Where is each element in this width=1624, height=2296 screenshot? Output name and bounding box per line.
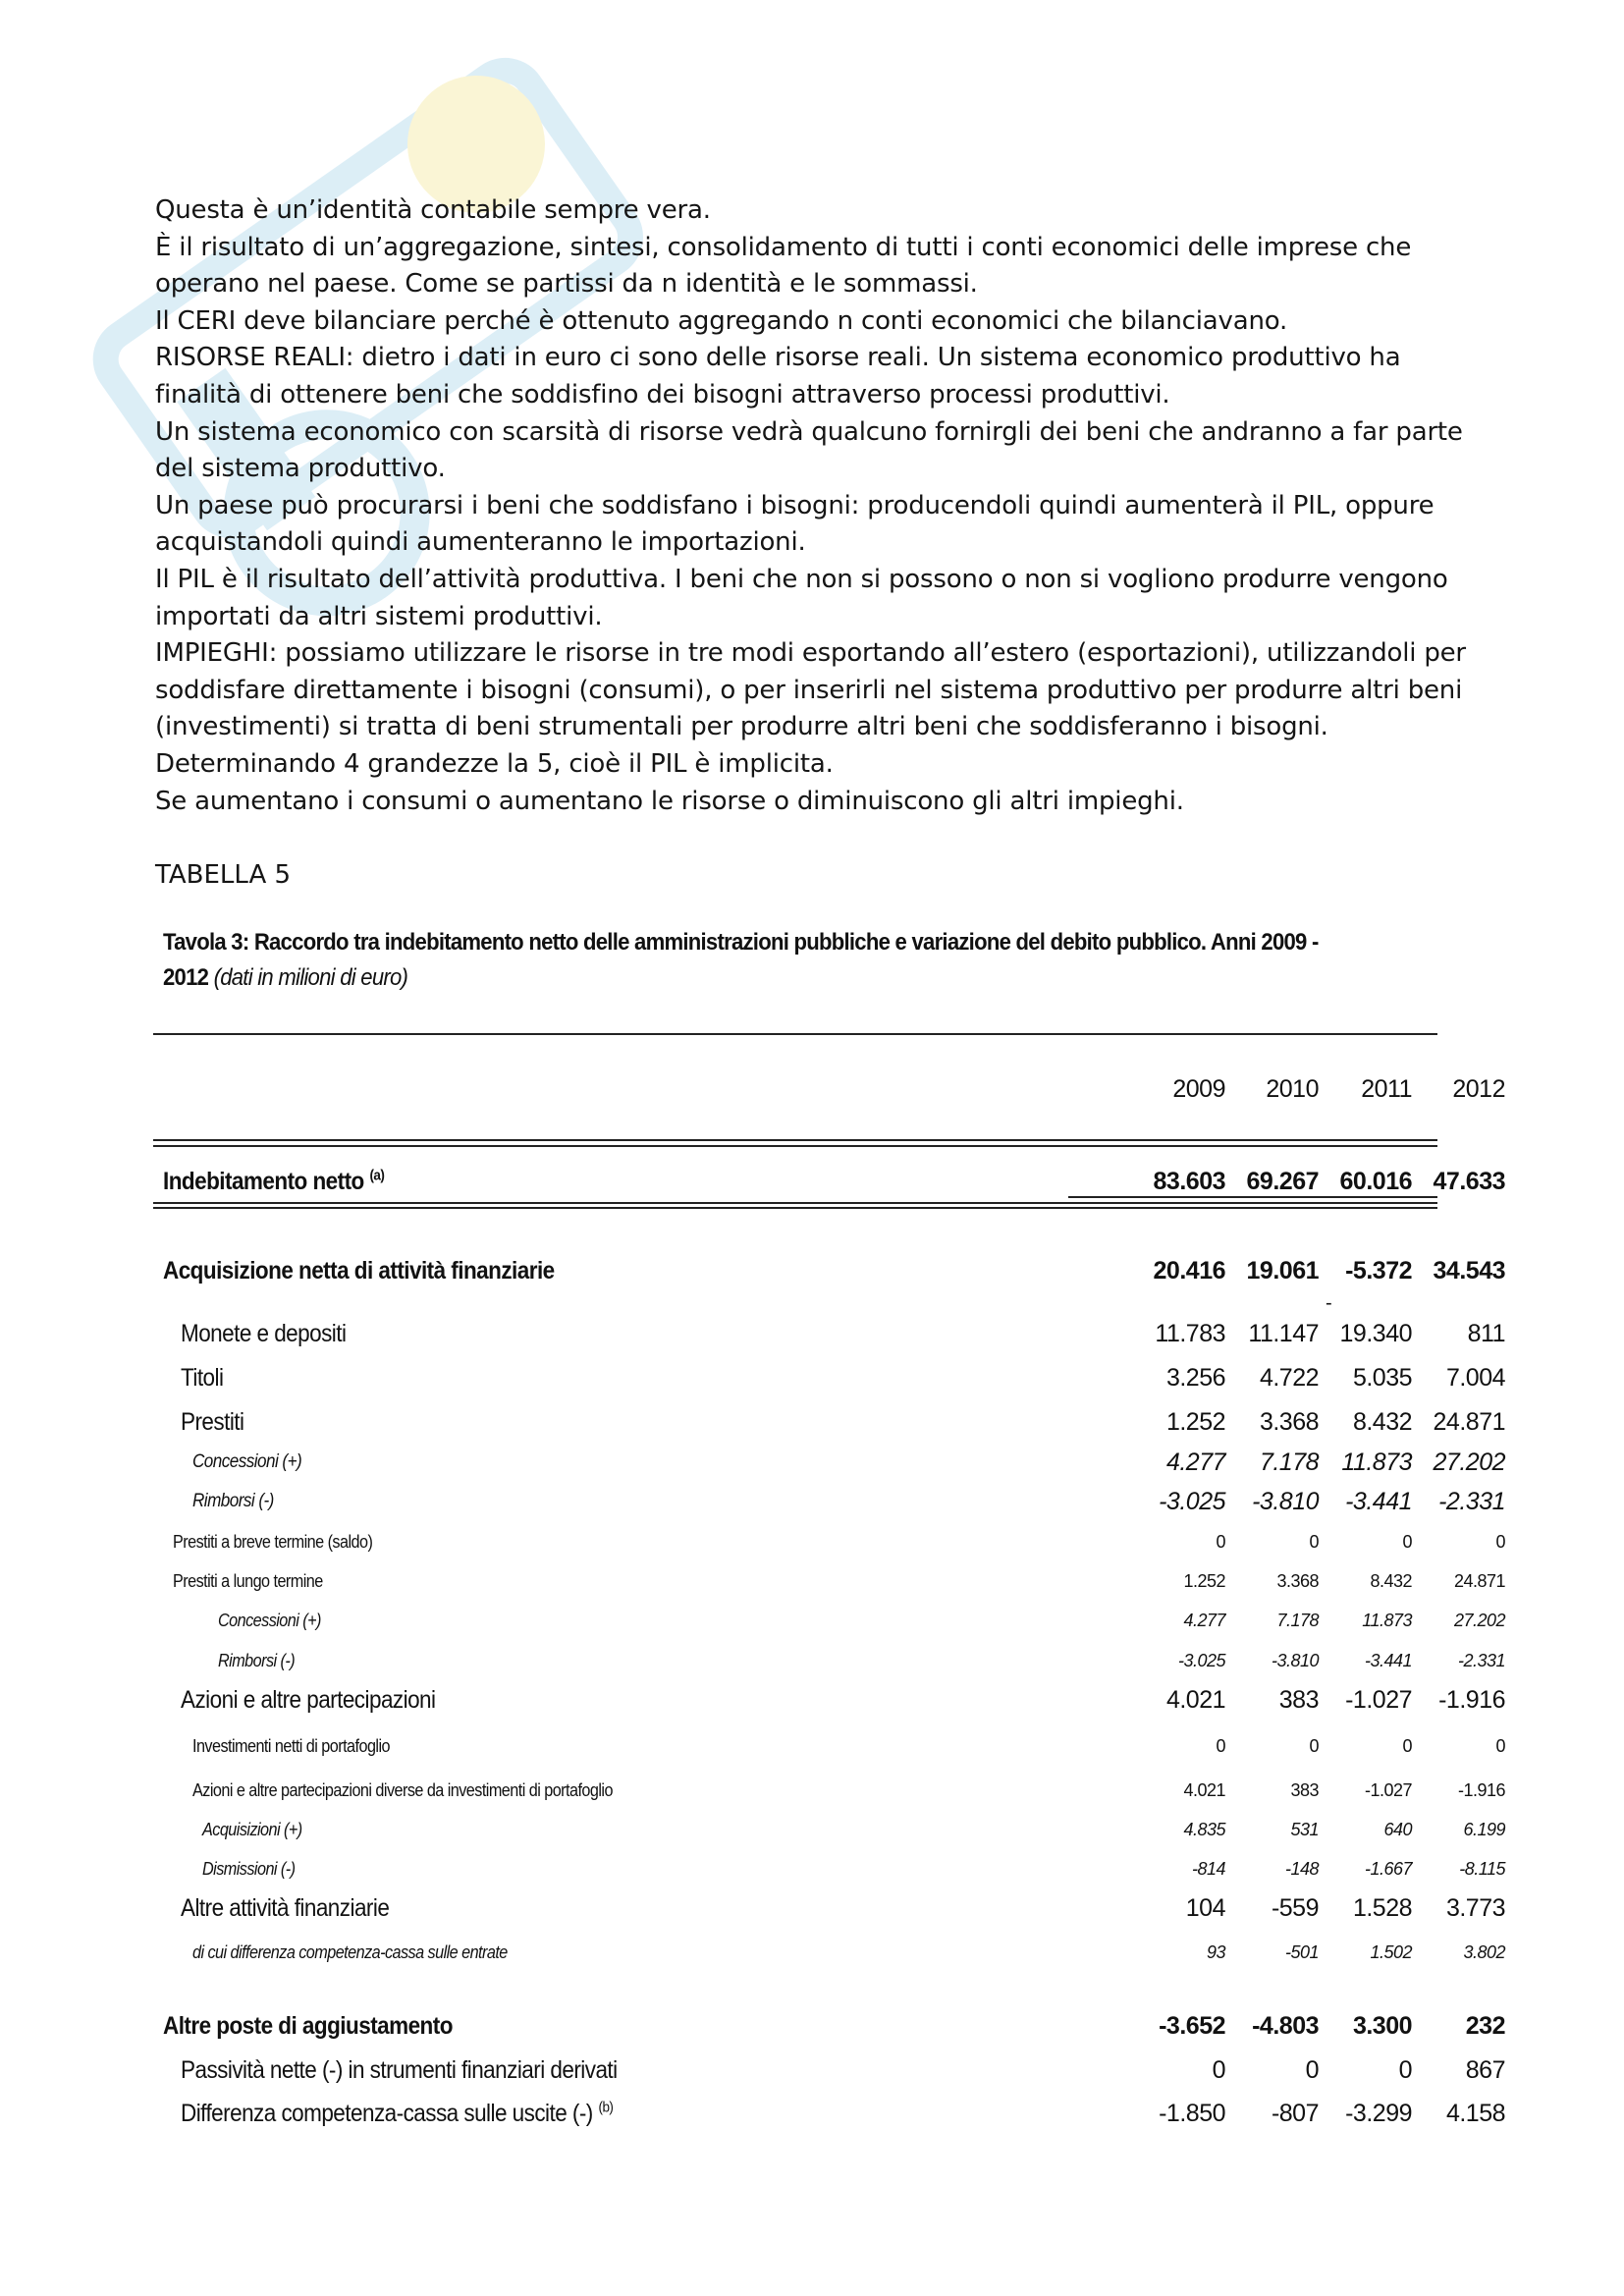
table-section-label: TABELLA 5	[155, 860, 292, 890]
year-header: 2010	[1266, 1075, 1319, 1103]
cell: 11.147	[1248, 1320, 1319, 1347]
cell: -3.025	[1177, 1651, 1225, 1670]
row-label: Acquisizioni (+)	[202, 1820, 302, 1839]
footnote-mark: (b)	[598, 2099, 614, 2116]
cell: -1.027	[1345, 1686, 1412, 1714]
cell: 1.502	[1370, 1942, 1412, 1962]
cell: -3.441	[1345, 1488, 1412, 1515]
cell: 83.603	[1153, 1168, 1225, 1195]
year-header: 2009	[1172, 1075, 1225, 1103]
cell-underline	[1068, 1196, 1437, 1198]
cell: 4.277	[1165, 1449, 1225, 1476]
row-label: Prestiti a breve termine (saldo)	[173, 1532, 373, 1552]
cell: 0	[1305, 2056, 1319, 2084]
row-label: Azioni e altre partecipazioni	[181, 1686, 436, 1714]
cell: 3.368	[1259, 1408, 1319, 1436]
cell: -1.027	[1364, 1780, 1412, 1800]
table-row	[153, 2097, 1505, 2130]
paragraph: È il risultato di un’aggregazione, sintesi, consolidamento di tutti i conti economici delle imprese che operano nel paese. Come se partissi da n identità e le sommassi.	[155, 232, 1412, 300]
table-row	[153, 1317, 1505, 1350]
cell: -5.372	[1345, 1257, 1412, 1285]
cell: 4.021	[1165, 1686, 1225, 1714]
cell: 0	[1495, 1532, 1505, 1552]
cell: 531	[1290, 1820, 1319, 1839]
cell: -3.299	[1345, 2100, 1412, 2127]
table-row	[153, 1683, 1505, 1717]
row-label-text: Differenza competenza-cassa sulle uscite (-)	[181, 2100, 593, 2127]
cell: 0	[1402, 1532, 1412, 1552]
table-row	[153, 1254, 1505, 1287]
table-header-rule-2	[153, 1145, 1437, 1147]
table-caption	[163, 925, 1337, 996]
cell: 383	[1278, 1686, 1319, 1714]
year-header: 2012	[1452, 1075, 1505, 1103]
table-row	[153, 1604, 1505, 1637]
cell: -4.803	[1252, 2012, 1319, 2040]
row-label: Rimborsi (-)	[218, 1651, 296, 1670]
cell: 1.528	[1352, 1894, 1412, 1922]
cell: 6.199	[1463, 1820, 1505, 1839]
row-label: Prestiti	[181, 1408, 244, 1436]
paragraph: Il CERI deve bilanciare perché è ottenuto aggregando n conti economici che bilanciavano.	[155, 305, 1288, 336]
cell: -3.441	[1364, 1651, 1412, 1670]
cell: 34.543	[1433, 1257, 1505, 1285]
table-header-row	[153, 1072, 1505, 1106]
cell: 0	[1309, 1532, 1319, 1552]
table-row	[153, 1485, 1505, 1518]
paragraph: RISORSE REALI: dietro i dati in euro ci sono delle risorse reali. Un sistema economico produttivo ha finalità di ottenere beni che soddisfino dei bisogni attraverso processi produttivi.	[155, 343, 1401, 410]
table-row	[153, 1405, 1505, 1439]
cell: 0	[1398, 2056, 1412, 2084]
cell: 0	[1309, 1736, 1319, 1756]
cell: 24.871	[1433, 1408, 1505, 1436]
cell: 4.158	[1445, 2100, 1505, 2127]
cell: 3.802	[1463, 1942, 1505, 1962]
cell: 4.722	[1259, 1364, 1319, 1392]
table-row	[153, 1525, 1505, 1558]
paragraph: IMPIEGHI: possiamo utilizzare le risorse in tre modi esportando all’estero (esportazioni), utilizzandoli per soddisfare direttamente i bisogni (consumi), o per inserirli nel sistema produttivo per produrre altri beni (investimenti) si tratta di beni strumentali per produrre altri beni che soddisferanno i bisogni.	[155, 638, 1466, 742]
body-text	[155, 192, 1490, 820]
paragraph: Questa è un’identità contabile sempre vera.	[155, 195, 711, 225]
cell: -3.025	[1159, 1488, 1225, 1515]
table-row	[153, 1361, 1505, 1394]
paragraph: Se aumentano i consumi o aumentano le risorse o diminuiscono gli altri impieghi.	[155, 786, 1184, 816]
table-section-rule-2	[153, 1207, 1437, 1209]
table-row	[153, 1165, 1505, 1198]
row-label: Passività nette (-) in strumenti finanziari derivati	[181, 2056, 618, 2084]
cell: 3.256	[1165, 1364, 1225, 1392]
table-row	[153, 1813, 1505, 1846]
cell: -1.916	[1438, 1686, 1505, 1714]
cell: -1.850	[1159, 2100, 1225, 2127]
caption-italic: (dati in milioni di euro)	[213, 964, 408, 991]
row-label: Concessioni (+)	[192, 1451, 302, 1472]
row-label-text: Indebitamento netto	[163, 1168, 364, 1195]
table-row	[153, 1729, 1505, 1763]
cell: 7.004	[1445, 1364, 1505, 1392]
cell: 4.277	[1183, 1611, 1225, 1630]
paragraph: Un paese può procurarsi i beni che soddisfano i bisogni: producendoli quindi aumenterà il PIL, oppure acquistandoli quindi aumenteranno le importazioni.	[155, 490, 1435, 558]
cell: 8.432	[1352, 1408, 1412, 1436]
cell: -3.810	[1271, 1651, 1319, 1670]
row-label: Investimenti netti di portafoglio	[192, 1736, 391, 1756]
table-row	[153, 1644, 1505, 1677]
cell: -814	[1191, 1859, 1225, 1879]
table-row	[153, 2053, 1505, 2087]
cell: 19.340	[1339, 1320, 1412, 1347]
cell: -807	[1271, 2100, 1319, 2127]
cell: 232	[1465, 2012, 1505, 2040]
cell: 27.202	[1433, 1449, 1505, 1476]
cell: -559	[1271, 1894, 1319, 1922]
paragraph: Determinando 4 grandezze la 5, cioè il PIL è implicita.	[155, 748, 834, 779]
row-label: Acquisizione netta di attività finanziarie	[163, 1257, 555, 1285]
cell: 11.873	[1341, 1449, 1412, 1476]
cell: 811	[1467, 1320, 1505, 1347]
table-row	[153, 1446, 1505, 1479]
row-label	[163, 1165, 384, 1198]
cell: 383	[1290, 1780, 1319, 1800]
cell: -1.916	[1457, 1780, 1505, 1800]
cell: 24.871	[1453, 1571, 1505, 1591]
row-label: Rimborsi (-)	[192, 1491, 274, 1511]
cell: 3.773	[1445, 1894, 1505, 1922]
row-label: Altre attività finanziarie	[181, 1894, 390, 1922]
table-section-rule	[153, 1202, 1437, 1204]
cell: -3.652	[1159, 2012, 1225, 2040]
footnote-mark: (a)	[369, 1167, 385, 1184]
cell: 93	[1206, 1942, 1225, 1962]
row-label	[181, 2097, 613, 2130]
table-row	[153, 1936, 1505, 1969]
paragraph: Il PIL è il risultato dell’attività produttiva. I beni che non si possono o non si vogliono produrre vengono importati da altri sistemi produttivi.	[155, 564, 1448, 631]
row-label: Prestiti a lungo termine	[173, 1571, 323, 1591]
cell: 0	[1495, 1736, 1505, 1756]
table-row	[153, 1564, 1505, 1598]
cell: 60.016	[1339, 1168, 1412, 1195]
table-row	[153, 1891, 1505, 1925]
cell: 8.432	[1370, 1571, 1412, 1591]
cell: -1.667	[1364, 1859, 1412, 1879]
table-row	[153, 1774, 1505, 1807]
cell: 0	[1212, 2056, 1225, 2084]
row-label: Monete e depositi	[181, 1320, 347, 1347]
table-header-rule	[153, 1139, 1437, 1141]
cell: -148	[1284, 1859, 1319, 1879]
row-label: di cui differenza competenza-cassa sulle entrate	[192, 1942, 508, 1962]
cell: -2.331	[1438, 1488, 1505, 1515]
cell: 0	[1216, 1532, 1225, 1552]
cell: -2.331	[1457, 1651, 1505, 1670]
cell: 640	[1383, 1820, 1412, 1839]
cell: 11.873	[1362, 1611, 1412, 1630]
cell: -501	[1284, 1942, 1319, 1962]
cell: 69.267	[1246, 1168, 1319, 1195]
cell: 47.633	[1433, 1168, 1505, 1195]
cell: -3.810	[1252, 1488, 1319, 1515]
row-label: Altre poste di aggiustamento	[163, 2012, 453, 2040]
cell: 5.035	[1352, 1364, 1412, 1392]
row-label: Azioni e altre partecipazioni diverse da investimenti di portafoglio	[192, 1780, 613, 1800]
cell: 1.252	[1165, 1408, 1225, 1436]
cell: 4.835	[1183, 1820, 1225, 1839]
paragraph: Un sistema economico con scarsità di risorse vedrà qualcuno fornirgli dei beni che andranno a far parte del sistema produttivo.	[155, 416, 1463, 484]
cell: 27.202	[1453, 1611, 1505, 1630]
cell: 3.368	[1276, 1571, 1319, 1591]
cell: 0	[1216, 1736, 1225, 1756]
cell: -8.115	[1459, 1859, 1505, 1879]
cell: 1.252	[1183, 1571, 1225, 1591]
table-top-rule	[153, 1033, 1437, 1035]
cell: 11.783	[1155, 1320, 1225, 1347]
table-row	[153, 1852, 1505, 1886]
cell: 867	[1465, 2056, 1505, 2084]
stray-dash: -	[1326, 1292, 1332, 1314]
row-label: Concessioni (+)	[218, 1611, 321, 1630]
cell: 7.178	[1259, 1449, 1319, 1476]
cell: 3.300	[1352, 2012, 1412, 2040]
row-label: Titoli	[181, 1364, 224, 1392]
cell: 20.416	[1153, 1257, 1225, 1285]
caption-main: Tavola 3: Raccordo tra indebitamento netto delle amministrazioni pubbliche e variazione del debito pubblico. Anni 2009 - 2012	[163, 929, 1319, 991]
cell: 19.061	[1246, 1257, 1319, 1285]
row-label: Dismissioni (-)	[202, 1859, 296, 1879]
table-row	[153, 2009, 1505, 2043]
cell: 0	[1402, 1736, 1412, 1756]
cell: 7.178	[1276, 1611, 1319, 1630]
cell: 104	[1185, 1894, 1225, 1922]
year-header: 2011	[1361, 1075, 1412, 1103]
cell: 4.021	[1183, 1780, 1225, 1800]
